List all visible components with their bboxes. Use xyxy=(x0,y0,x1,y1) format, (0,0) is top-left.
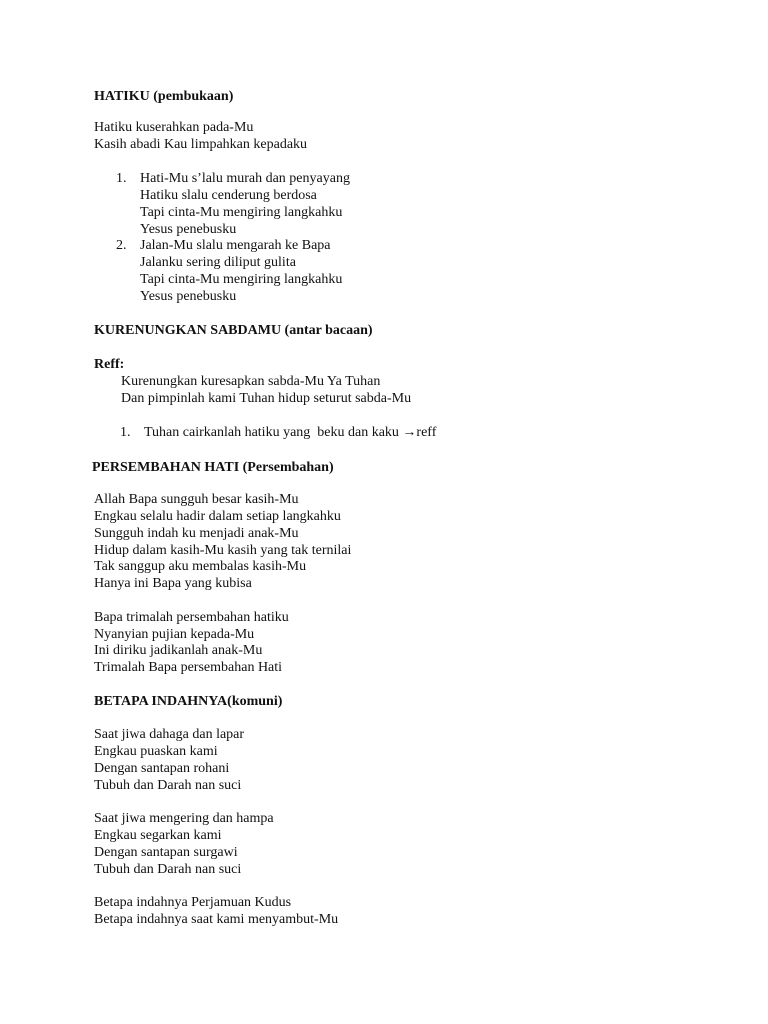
text-line: Engkau segarkan kami xyxy=(94,828,222,843)
text-line: Yesus penebusku xyxy=(140,222,237,237)
list-number: 2. xyxy=(116,238,127,253)
text-line: Jalan-Mu slalu mengarah ke Bapa xyxy=(140,238,331,253)
text-line: Tubuh dan Darah nan suci xyxy=(94,862,242,877)
text-line: Engkau selalu hadir dalam setiap langkahku xyxy=(94,509,341,524)
text-line: Bapa trimalah persembahan hatiku xyxy=(94,610,289,625)
text-line: Betapa indahnya Perjamuan Kudus xyxy=(94,895,292,910)
text-line: Yesus penebusku xyxy=(140,289,237,304)
text-line: Kasih abadi Kau limpahkan kepadaku xyxy=(94,137,308,152)
text-line: Allah Bapa sungguh besar kasih-Mu xyxy=(94,492,299,507)
text-line: Hanya ini Bapa yang kubisa xyxy=(94,576,252,591)
text-line: Tapi cinta-Mu mengiring langkahku xyxy=(140,272,343,287)
text-line: Trimalah Bapa persembahan Hati xyxy=(94,660,283,675)
text-line: Jalanku sering diliput gulita xyxy=(140,255,296,270)
list-number: 1. xyxy=(120,425,131,440)
text-line: Dan pimpinlah kami Tuhan hidup seturut sabda-Mu xyxy=(121,391,412,406)
text-line: Kurenungkan kuresapkan sabda-Mu Ya Tuhan xyxy=(121,374,381,389)
section-heading-persembahan: PERSEMBAHAN HATI (Persembahan) xyxy=(92,460,334,475)
text-line: Saat jiwa mengering dan hampa xyxy=(94,811,274,826)
text-line: Hatiku kuserahkan pada-Mu xyxy=(94,120,254,135)
text-line: Tubuh dan Darah nan suci xyxy=(94,778,242,793)
text-line: Saat jiwa dahaga dan lapar xyxy=(94,727,245,742)
text-line: Tak sanggup aku membalas kasih-Mu xyxy=(94,559,307,574)
section-heading-kurenungkan: KURENUNGKAN SABDAMU (antar bacaan) xyxy=(94,323,373,338)
text-line: Hati-Mu s’lalu murah dan penyayang xyxy=(140,171,350,186)
text-line: Ini diriku jadikanlah anak-Mu xyxy=(94,643,263,658)
text-line: Nyanyian pujian kepada-Mu xyxy=(94,627,255,642)
list-number: 1. xyxy=(116,171,127,186)
text-line: Hatiku slalu cenderung berdosa xyxy=(140,188,317,203)
text-line: Dengan santapan surgawi xyxy=(94,845,238,860)
reff-label: Reff: xyxy=(94,357,125,372)
text-line: Hidup dalam kasih-Mu kasih yang tak ternilai xyxy=(94,543,352,558)
text-line: Tapi cinta-Mu mengiring langkahku xyxy=(140,205,343,220)
section-heading-betapa-indahnya: BETAPA INDAHNYA(komuni) xyxy=(94,694,283,709)
text-line: Engkau puaskan kami xyxy=(94,744,218,759)
section-heading-hatiku: HATIKU (pembukaan) xyxy=(94,89,234,104)
text-line: Tuhan cairkanlah hatiku yang beku dan kaku →reff xyxy=(144,425,437,440)
text-line: Betapa indahnya saat kami menyambut-Mu xyxy=(94,912,339,927)
text-line: Dengan santapan rohani xyxy=(94,761,230,776)
text-line: Sungguh indah ku menjadi anak-Mu xyxy=(94,526,299,541)
